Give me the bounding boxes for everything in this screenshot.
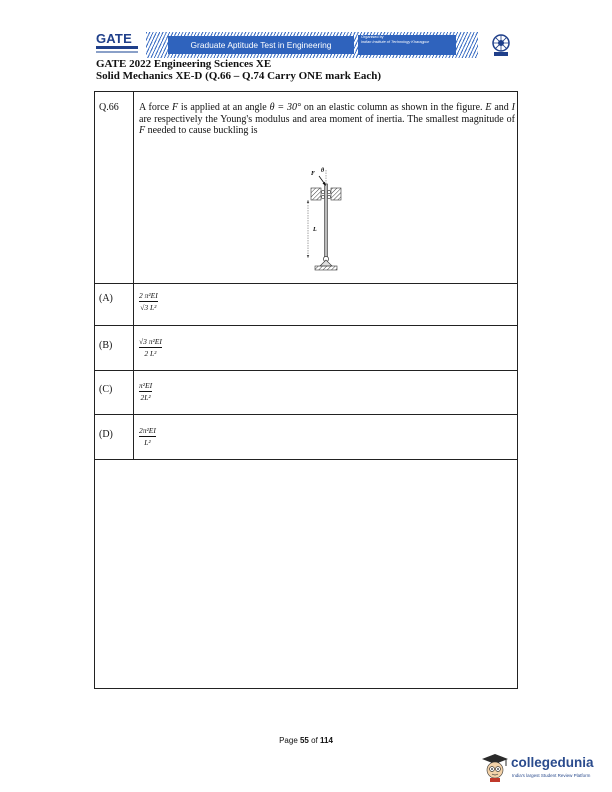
question-text-part: is applied at an angle: [178, 102, 270, 113]
option-b-denominator: 2 L²: [144, 349, 157, 358]
question-text-part: A force: [139, 102, 172, 113]
top-guide-left: [311, 188, 321, 200]
organiser-line-2: Indian Institute of Technology Kharagpur: [361, 40, 430, 44]
fraction-bar: [139, 436, 156, 437]
iit-emblem-icon: [490, 33, 512, 57]
label-length: L: [313, 227, 317, 233]
question-text-part: on an elastic column as shown in the figure.: [301, 102, 486, 113]
variable-f: F: [171, 102, 179, 113]
collegedunia-logo: [479, 751, 609, 787]
fraction-bar: [139, 391, 152, 392]
row-divider: [95, 370, 517, 371]
brand-name: collegedunia: [511, 755, 594, 770]
fraction-bar: [139, 301, 158, 302]
gate-logo: [96, 31, 144, 61]
option-d-denominator: L²: [144, 438, 151, 447]
organiser-line-1: Organised by: [361, 35, 384, 39]
exam-title: GATE 2022 Engineering Sciences XE: [96, 58, 272, 70]
column-figure: [295, 166, 355, 272]
elastic-column: [325, 184, 328, 258]
row-divider: [95, 283, 517, 284]
option-a-numerator: 2 π²EI: [139, 291, 158, 300]
question-text-part: and: [491, 102, 512, 113]
section-title: Solid Mechanics XE-D (Q.66 – Q.74 Carry ONE mark Each): [96, 70, 382, 82]
fraction-bar: [139, 347, 162, 348]
variable-e: E: [485, 102, 492, 113]
question-text-part: needed to cause buckling is: [145, 125, 258, 136]
question-text-part: are respectively the Young's modulus and area moment of inertia. The smallest magnitude of: [139, 113, 515, 125]
row-divider: [95, 325, 517, 326]
option-b-numerator: √3 π²EI: [139, 337, 162, 346]
option-a-formula: [139, 291, 158, 312]
graduate-mascot-icon: [481, 753, 509, 783]
page-total: 114: [320, 736, 333, 745]
variable-f: F: [139, 125, 146, 136]
label-theta: θ: [321, 168, 325, 174]
page-current: 55: [299, 736, 309, 745]
page-mid: of: [308, 736, 321, 745]
option-c-numerator: π²EI: [139, 381, 153, 390]
option-a-label: (A): [99, 293, 113, 304]
banner-organiser: [358, 35, 456, 55]
option-d-numerator: 2π²EI: [139, 426, 156, 435]
label-force: F: [311, 171, 316, 177]
option-d-formula: [139, 426, 156, 447]
variable-i: I: [511, 102, 515, 113]
gate-logo-stripe-2: [96, 51, 138, 53]
ground-base: [315, 266, 337, 270]
column-diagram: [295, 166, 355, 272]
header-banner: [146, 32, 478, 58]
theta-expression: θ = 30°: [269, 102, 301, 113]
gate-logo-text: GATE: [96, 31, 132, 46]
option-d-label: (D): [99, 429, 113, 440]
top-guide-right: [331, 188, 341, 200]
gate-logo-stripe: [96, 46, 138, 49]
column-divider: [133, 92, 134, 459]
option-c-formula: [139, 381, 152, 402]
option-c-denominator: 2L²: [140, 393, 151, 402]
question-box: [94, 91, 518, 689]
option-b-formula: [139, 337, 162, 358]
page-number: [0, 736, 612, 745]
question-text: [139, 102, 515, 137]
option-a-denominator: √3 L²: [140, 303, 157, 312]
option-b-label: (B): [99, 340, 113, 351]
row-divider: [95, 459, 517, 460]
brand-tagline: India's largest Student Review Platform: [512, 773, 591, 778]
option-c-label: (C): [99, 384, 113, 395]
question-number: Q.66: [99, 102, 119, 113]
row-divider: [95, 414, 517, 415]
banner-title: Graduate Aptitude Test in Engineering: [168, 36, 354, 54]
page-prefix: Page: [279, 736, 300, 745]
